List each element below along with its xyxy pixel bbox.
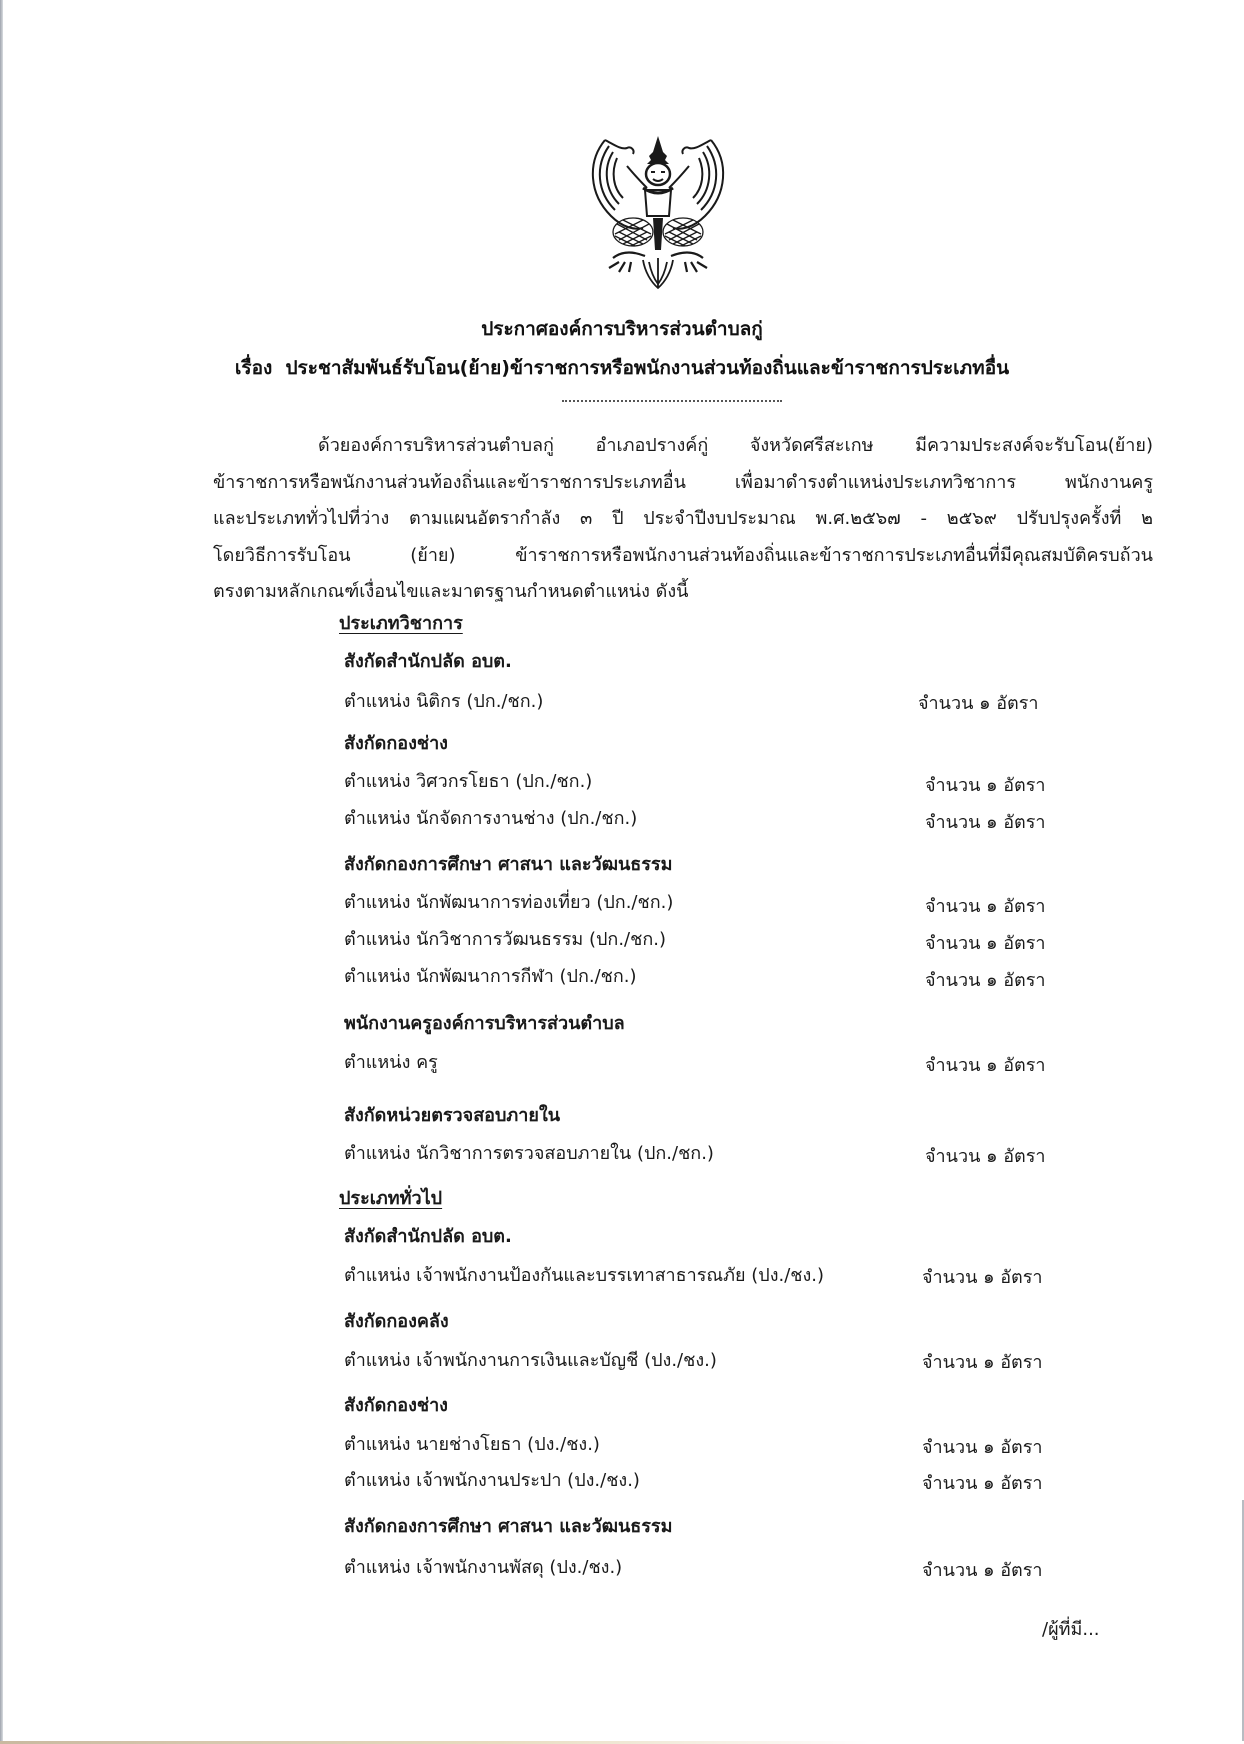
group-heading: สังกัดกองช่าง: [344, 733, 448, 754]
scan-edge-left: [0, 0, 3, 1744]
paragraph-line: และประเภททั่วไปที่ว่าง ตามแผนอัตรากำลัง ๓ ปี ประจำปีงบประมาณ พ.ศ.๒๕๖๗ - ๒๕๖๙ ปรับปรุงครั้งที่ ๒: [213, 508, 1153, 529]
position-title: ตำแหน่ง นักวิชาการตรวจสอบภายใน (ปก./ชก.): [344, 1143, 714, 1164]
group-heading: สังกัดกองช่าง: [344, 1395, 448, 1416]
position-count: จำนวน ๑ อัตรา: [925, 1146, 1046, 1167]
group-heading: สังกัดสำนักปลัด อบต.: [344, 1226, 512, 1247]
paragraph-line: ข้าราชการหรือพนักงานส่วนท้องถิ่นและข้าราชการประเภทอื่น เพื่อมาดำรงตำแหน่งประเภทวิชาการ พนักงานครู: [213, 471, 1153, 493]
position-count: จำนวน ๑ อัตรา: [925, 970, 1046, 991]
position-count: จำนวน ๑ อัตรา: [925, 812, 1046, 833]
group-heading: สังกัดหน่วยตรวจสอบภายใน: [344, 1105, 561, 1126]
position-title: ตำแหน่ง นักพัฒนาการกีฬา (ปก./ชก.): [344, 966, 637, 987]
position-title: ตำแหน่ง นายช่างโยธา (ปง./ชง.): [344, 1434, 600, 1455]
position-title: ตำแหน่ง เจ้าพนักงานป้องกันและบรรเทาสาธารณภัย (ปง./ชง.): [344, 1265, 825, 1286]
position-title: ตำแหน่ง เจ้าพนักงานประปา (ปง./ชง.): [344, 1470, 640, 1491]
position-title: ตำแหน่ง ครู: [344, 1052, 438, 1073]
separator-dots: [562, 400, 782, 402]
paragraph-line: โดยวิธีการรับโอน (ย้าย) ข้าราชการหรือพนักงานส่วนท้องถิ่นและข้าราชการประเภทอื่นที่มีคุณสมบัติครบถ้วน: [213, 544, 1153, 566]
category-heading: ประเภททั่วไป: [339, 1188, 443, 1209]
position-count: จำนวน ๑ อัตรา: [925, 775, 1046, 796]
position-count: จำนวน ๑ อัตรา: [922, 1437, 1043, 1458]
position-title: ตำแหน่ง นิติกร (ปก./ชก.): [344, 691, 544, 712]
position-count: จำนวน ๑ อัตรา: [922, 1560, 1043, 1581]
position-count: จำนวน ๑ อัตรา: [922, 1473, 1043, 1494]
group-heading: สังกัดกองคลัง: [344, 1311, 449, 1332]
subject-label: เรื่อง: [234, 357, 273, 379]
garuda-emblem-icon: [583, 132, 733, 292]
category-heading: ประเภทวิชาการ: [339, 613, 463, 634]
position-count: จำนวน ๑ อัตรา: [922, 1267, 1043, 1288]
group-heading: สังกัดกองการศึกษา ศาสนา และวัฒนธรรม: [344, 1516, 673, 1537]
position-count: จำนวน ๑ อัตรา: [922, 1352, 1043, 1373]
continuation-marker: /ผู้ที่มี...: [1042, 1619, 1100, 1640]
position-count: จำนวน ๑ อัตรา: [925, 896, 1046, 917]
group-heading: พนักงานครูองค์การบริหารส่วนตำบล: [344, 1013, 625, 1034]
position-title: ตำแหน่ง เจ้าพนักงานพัสดุ (ปง./ชง.): [344, 1557, 623, 1578]
position-count: จำนวน ๑ อัตรา: [925, 1055, 1046, 1076]
document-title: ประกาศองค์การบริหารส่วนตำบลกู่: [481, 318, 763, 340]
paragraph-line: ตรงตามหลักเกณฑ์เงื่อนไขและมาตรฐานกำหนดตำแหน่ง ดังนี้: [213, 581, 689, 602]
paragraph-line: ด้วยองค์การบริหารส่วนตำบลกู่ อำเภอปรางค์กู่ จังหวัดศรีสะเกษ มีความประสงค์จะรับโอน(ย้าย): [318, 435, 1153, 456]
group-heading: สังกัดสำนักปลัด อบต.: [344, 651, 512, 672]
position-title: ตำแหน่ง วิศวกรโยธา (ปก./ชก.): [344, 771, 593, 792]
intro-paragraph: [213, 428, 1153, 611]
position-count: จำนวน ๑ อัตรา: [925, 933, 1046, 954]
position-title: ตำแหน่ง เจ้าพนักงานการเงินและบัญชี (ปง./ชง.): [344, 1350, 717, 1371]
position-title: ตำแหน่ง นักวิชาการวัฒนธรรม (ปก./ชก.): [344, 929, 666, 950]
position-title: ตำแหน่ง นักจัดการงานช่าง (ปก./ชก.): [344, 808, 638, 829]
group-heading: สังกัดกองการศึกษา ศาสนา และวัฒนธรรม: [344, 854, 673, 875]
position-count: จำนวน ๑ อัตรา: [918, 693, 1039, 714]
document-subject: [0, 353, 1244, 383]
position-title: ตำแหน่ง นักพัฒนาการท่องเที่ยว (ปก./ชก.): [344, 892, 674, 913]
subject-text: ประชาสัมพันธ์รับโอน(ย้าย)ข้าราชการหรือพนักงานส่วนท้องถิ่นและข้าราชการประเภทอื่น: [285, 357, 1010, 379]
